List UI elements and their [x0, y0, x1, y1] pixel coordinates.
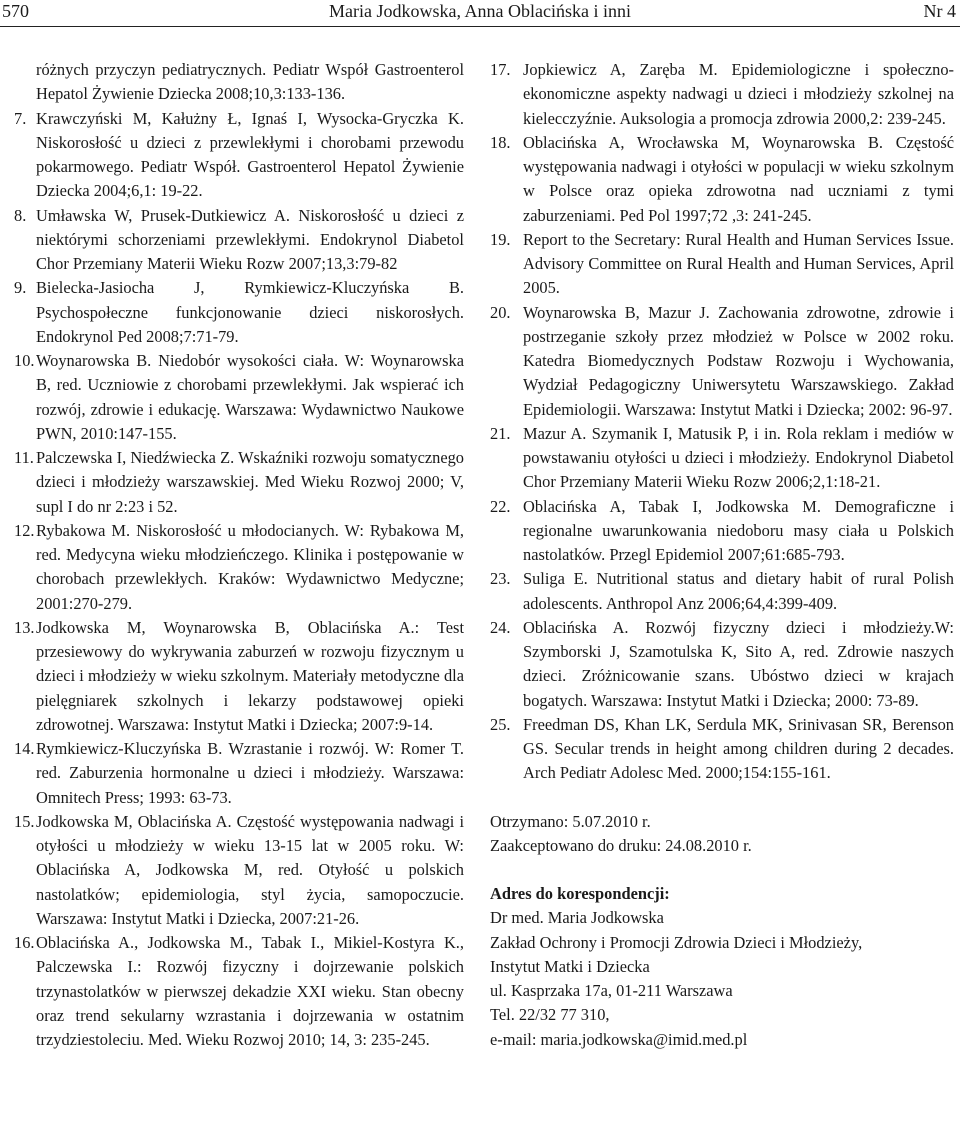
reference-item	[490, 616, 954, 713]
correspondence-name: Dr med. Maria Jodkowska	[490, 908, 664, 928]
reference-text: Palczewska I, Niedźwiecka Z. Wskaźniki rozwoju somatycznego dzieci i młodzieży warszawskiej. Med Wieku Rozwoj 2000; V, supl I do nr 2:23 i 52.	[36, 448, 464, 516]
reference-item	[14, 276, 464, 349]
reference-text: Freedman DS, Khan LK, Serdula MK, Srinivasan SR, Berenson GS. Secular trends in height among children during 2 decades. Arch Pediatr Adolesc Med. 2000;154:155-161.	[523, 714, 954, 783]
reference-item	[14, 931, 464, 1052]
reference-number: 10.	[14, 351, 35, 370]
reference-item	[14, 616, 464, 737]
header-rule	[0, 26, 960, 27]
reference-number: 21.	[490, 423, 511, 443]
accepted-date: Zaakceptowano do druku: 24.08.2010 r.	[490, 835, 752, 855]
reference-text: Umławska W, Prusek-Dutkiewicz A. Niskorosłość u dzieci z niektórymi schorzeniami przewlekłymi. Endokrynol Diabetol Chor Przemiany Materii Wieku Rozw 2007;13,3:79-82	[36, 205, 464, 273]
reference-number: 24.	[490, 617, 511, 637]
correspondence-email[interactable]: e-mail: maria.jodkowska@imid.med.pl	[490, 1029, 748, 1049]
correspondence-heading: Adres do korespondencji:	[490, 884, 670, 903]
reference-text: Oblacińska A, Wrocławska M, Woynarowska B. Częstość występowania nadwagi i otyłości w populacji w wieku szkolnym w Polsce oraz opieka zdrowotna nad uczniami z tymi zaburzeniami. Ped Pol 1997;72 ,3: 241-245.	[523, 132, 954, 225]
correspondence-phone: Tel. 22/32 77 310,	[490, 1005, 610, 1025]
left-column	[14, 58, 464, 1052]
reference-text: Oblacińska A, Tabak I, Jodkowska M. Demograficzne i regionalne uwarunkowania niedoboru masy ciała u Polskich nastolatków. Przegl Epidemiol 2007;61:685-793.	[523, 496, 954, 564]
page-number: 570	[2, 1, 29, 21]
reference-text: Mazur A. Szymanik I, Matusik P, i in. Rola reklam i mediów w powstawaniu otyłości u dzieci i młodzieży. Endokrynol Diabetol Chor Przemiany Materii Wieku Rozw 2006;2,1:18-21.	[523, 423, 954, 492]
reference-item	[490, 495, 954, 568]
reference-number: 20.	[490, 302, 511, 322]
reference-number: 12.	[14, 520, 35, 540]
reference-text: Rymkiewicz-Kluczyńska B. Wzrastanie i rozwój. W: Romer T. red. Zaburzenia hormonalne u dzieci i młodzieży. Warszawa: Omnitech Press; 1993: 63-73.	[36, 739, 464, 807]
reference-text: Oblacińska A., Jodkowska M., Tabak I., Mikiel-Kostyra K., Palczewska I.: Rozwój fizyczny i dojrzewanie polskich trzynastolatków w pierwszej dekadzie XXI wieku. Stan obecny oraz trend sekularny wzrastania i dojrzewania w ostatnim trzydziestoleciu. Med. Wieku Rozwoj 2010; 14, 3: 235-245.	[36, 933, 464, 1049]
reference-text: Oblacińska A. Rozwój fizyczny dzieci i młodzieży.W: Szymborski J, Szamotulska K, Sito A, red. Zdrowie naszych dzieci. Zróżnicowanie szans. Ubóstwo dzieci w krajach bogatych. Warszawa: Instytut Matki i Dziecka; 2000: 73-89.	[523, 617, 954, 710]
correspondence-department: Zakład Ochrony i Promocji Zdrowia Dzieci i Młodzieży,	[490, 932, 863, 952]
reference-text: Bielecka-Jasiocha J, Rymkiewicz-Kluczyńska B. Psychospołeczne funkcjonowanie dzieci niskorosłych. Endokrynol Ped 2008;7:71-79.	[36, 278, 464, 346]
reference-text: Woynarowska B, Mazur J. Zachowania zdrowotne, zdrowie i postrzeganie szkoły przez młodzież w Polsce w 2002 roku. Katedra Biomedycznych Podstaw Rozwoju i Wychowania, Wydział Pedagogiczny Uniwersytetu Warszawskiego. Zakład Epidemiologii. Warszawa: Instytut Matki i Dziecka; 2002: 96-97.	[523, 302, 954, 419]
reference-text: Krawczyński M, Kałużny Ł, Ignaś I, Wysocka-Gryczka K. Niskorosłość u dzieci z przewlekłymi i chorobami przewodu pokarmowego. Pediatr Współ. Gastroenterol Hepatol Żywienie Dziecka 2004;6,1: 19-22.	[36, 108, 464, 201]
right-column	[490, 58, 954, 1052]
reference-item	[14, 446, 464, 519]
reference-number: 14.	[14, 739, 35, 758]
reference-text: Jodkowska M, Oblacińska A. Częstość występowania nadwagi i otyłości u młodzieży w wieku 13-15 lat w 2005 roku. W: Oblacińska A, Jodkowska M, red. Otyłość u polskich nastolatków; epidemiologia, styl życia, samopoczucie. Warszawa: Instytut Matki i Dziecka, 2007:21-26.	[36, 811, 464, 928]
correspondence-street: ul. Kasprzaka 17a, 01-211 Warszawa	[490, 981, 733, 1000]
left-reference-list	[14, 107, 464, 1053]
reference-number: 11.	[14, 448, 34, 467]
reference-number: 8.	[14, 205, 27, 225]
reference-number: 15.	[14, 811, 35, 831]
reference-item	[490, 567, 954, 616]
reference-item	[14, 349, 464, 446]
issue-number: Nr 4	[923, 1, 956, 21]
reference-continuation: różnych przyczyn pediatrycznych. Pediatr Współ Gastroenterol Hepatol Żywienie Dziecka 2008;10,3:133-136.	[36, 60, 464, 104]
reference-item	[490, 301, 954, 422]
reference-number: 13.	[14, 617, 35, 637]
reference-number: 19.	[490, 229, 511, 249]
running-authors: Maria Jodkowska, Anna Oblacińska i inni	[329, 1, 631, 21]
reference-number: 22.	[490, 496, 511, 516]
correspondence-institute: Instytut Matki i Dziecka	[490, 956, 650, 976]
reference-number: 7.	[14, 108, 27, 128]
right-reference-list	[490, 58, 954, 786]
reference-number: 17.	[490, 60, 511, 79]
reference-item	[490, 58, 954, 131]
reference-item	[490, 228, 954, 301]
reference-text: Jopkiewicz A, Zaręba M. Epidemiologiczne i społeczno-ekonomiczne aspekty nadwagi u dzieci i młodzieży szkolnej na kielecczyźnie. Auksologia a promocja zdrowia 2000,2: 239-245.	[523, 60, 954, 128]
reference-text: Rybakowa M. Niskorosłość u młodocianych. W: Rybakowa M, red. Medycyna wieku młodzieńczego. Klinika i postępowanie w chorobach przewlekłych. Kraków: Wydawnictwo Medyczne; 2001:270-279.	[36, 520, 464, 613]
reference-number: 18.	[490, 132, 511, 152]
reference-text: Report to the Secretary: Rural Health and Human Services Issue. Advisory Committee on Rural Health and Human Services, April 2005.	[523, 229, 954, 298]
reference-item	[490, 422, 954, 495]
reference-item	[490, 131, 954, 228]
reference-item	[14, 737, 464, 810]
received-date: Otrzymano: 5.07.2010 r.	[490, 811, 651, 831]
reference-item	[14, 810, 464, 931]
reference-number: 16.	[14, 933, 35, 952]
reference-number: 25.	[490, 714, 511, 734]
reference-number: 23.	[490, 569, 511, 589]
reference-text: Suliga E. Nutritional status and dietary habit of rural Polish adolescents. Anthropol Anz 2006;64,4:399-409.	[523, 569, 954, 613]
reference-item	[14, 519, 464, 616]
reference-number: 9.	[14, 278, 27, 298]
reference-text: Woynarowska B. Niedobór wysokości ciała. W: Woynarowska B, red. Uczniowie z chorobami przewlekłymi. Jak wspierać ich rozwój, zdrowie i edukację. Warszawa: Wydawnictwo Naukowe PWN, 2010:147-155.	[36, 351, 464, 443]
reference-item	[490, 713, 954, 786]
reference-text: Jodkowska M, Woynarowska B, Oblacińska A.: Test przesiewowy do wykrywania zaburzeń w rozwoju fizycznym u dzieci i młodzieży w wieku szkolnym. Materiały metodyczne dla pielęgniarek szkolnych i lekarzy podstawowej opieki zdrowotnej. Warszawa: Instytut Matki i Dziecka; 2007:9-14.	[36, 617, 464, 734]
reference-item	[14, 107, 464, 204]
reference-item	[14, 204, 464, 277]
